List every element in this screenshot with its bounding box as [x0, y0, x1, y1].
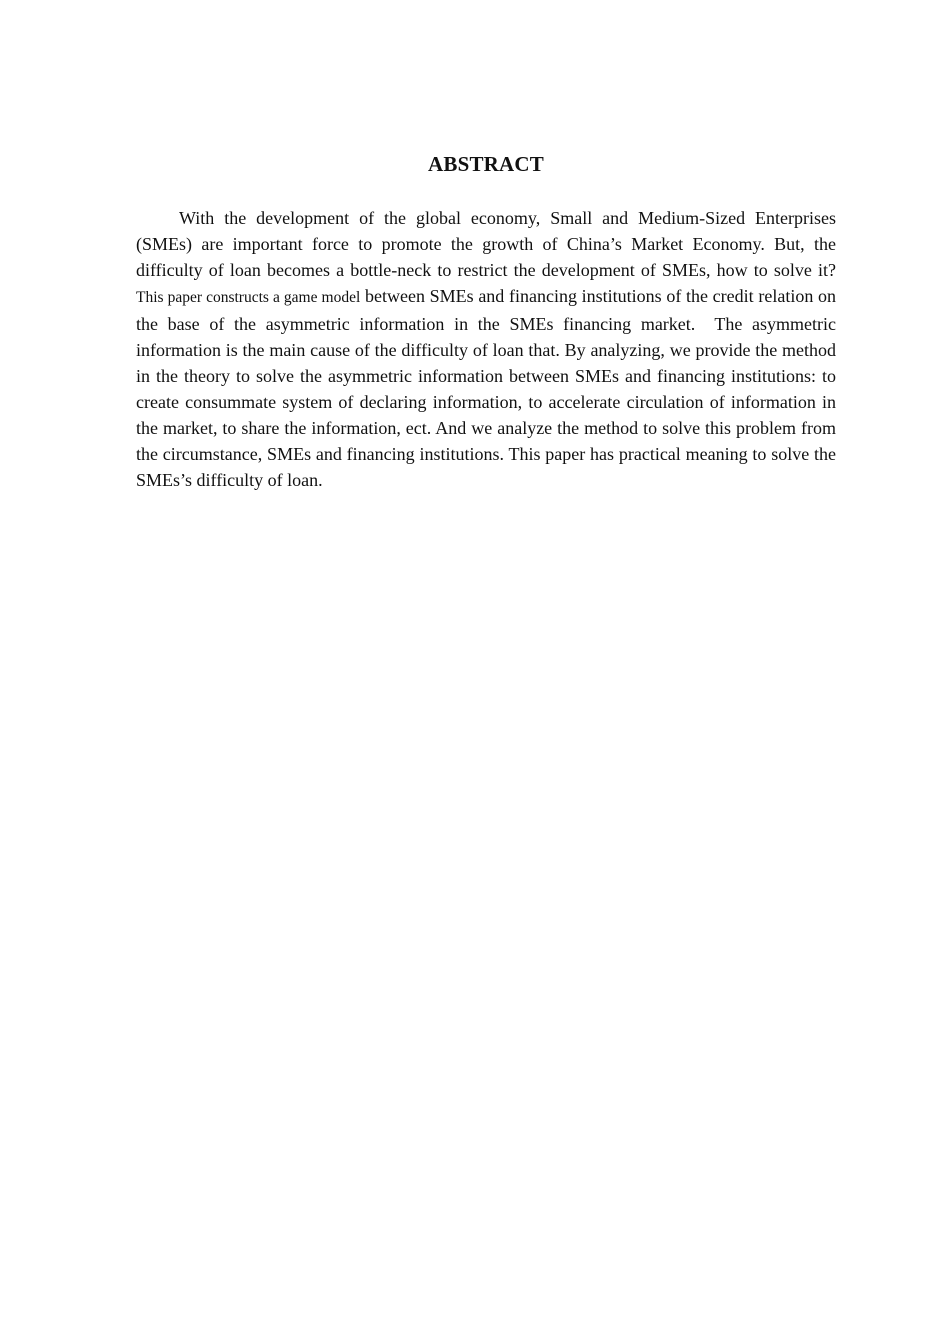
abstract-paragraph — [136, 205, 836, 493]
abstract-text-part-3: between SMEs and financing institutions of the credit relation on the base of the asymmetric information in the SMEs financing market. The asymmetric information is the main cause of the difficulty of loan that. By analyzing, we provide the method in the theory to solve the asymmetric information between SMEs and financing institutions: to create consummate system of declaring information, to accelerate circulation of information in the market, to share the information, ect. And we analyze the method to solve this problem from the circumstance, SMEs and financing institutions. This paper has practical meaning to solve the SMEs’s difficulty of loan. — [136, 286, 836, 490]
abstract-title: ABSTRACT — [428, 152, 544, 176]
abstract-text-part-1: With the development of the global economy, Small and Medium-Sized Enterprises (SMEs) are important force to promote the growth of China’s Market Economy. But, the difficulty of loan becomes a bottle-neck to restrict the development of SMEs, how to solve it? — [136, 208, 836, 280]
abstract-text-part-2: This paper constructs a game model — [136, 289, 361, 306]
